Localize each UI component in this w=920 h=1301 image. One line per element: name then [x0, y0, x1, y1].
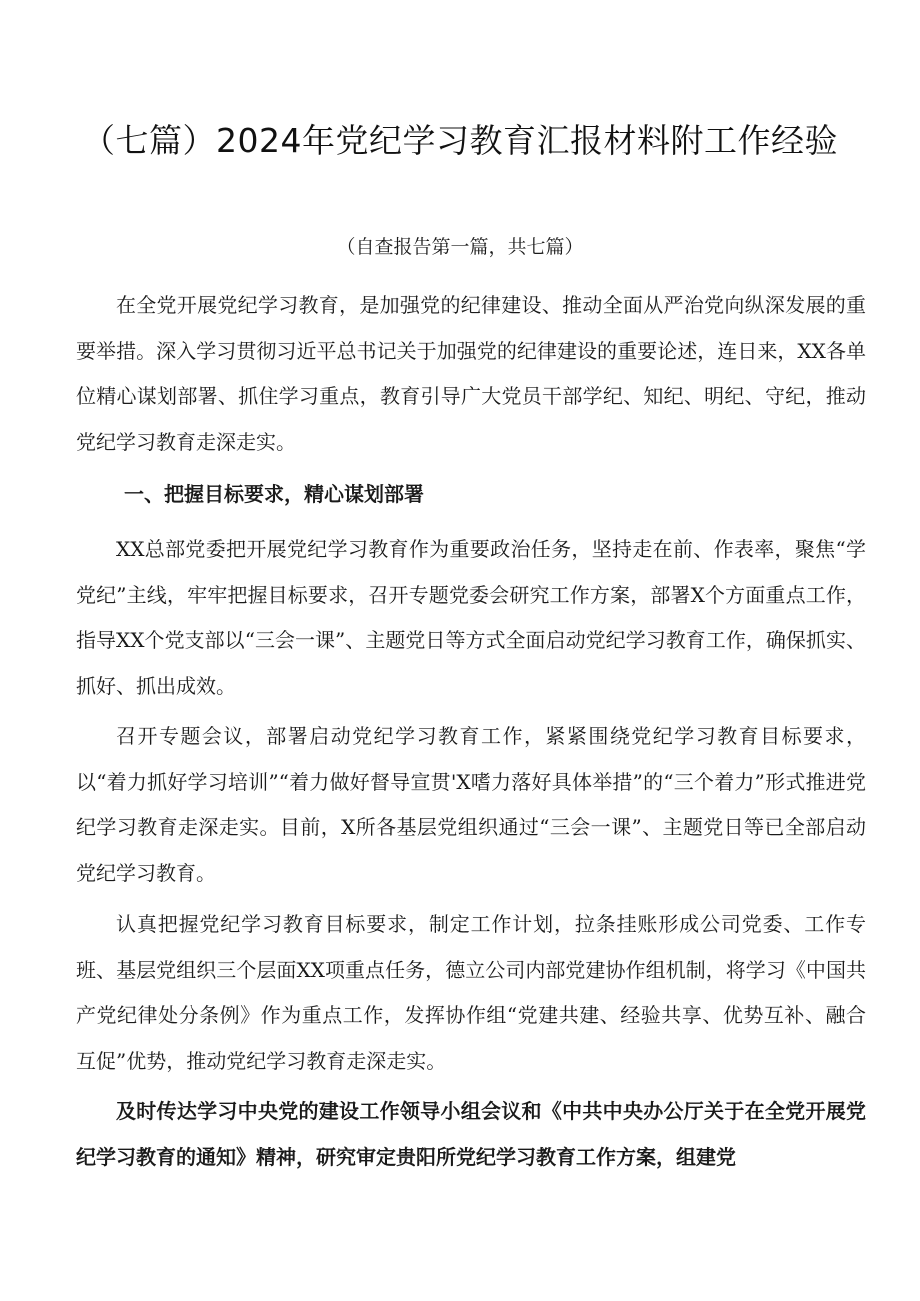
- paragraph-2: XX总部党委把开展党纪学习教育作为重要政治任务，坚持走在前、作表率，聚焦“学党纪”主线，牢牢把握目标要求，召开专题党委会研究工作方案，部署X个方面重点工作，指导XX个党支部以“三会一课”、主题党日等方式全面启动党纪学习教育工作，确保抓实、抓好、抓出成效。: [76, 537, 866, 698]
- section-heading: 一、把握目标要求，精心谋划部署: [124, 482, 424, 506]
- paragraph-5: 及时传达学习中央党的建设工作领导小组会议和《中共中央办公厅关于在全党开展党纪学习教育的通知》精神，研究审定贵阳所党纪学习教育工作方案，组建党: [76, 1099, 866, 1169]
- document-subtitle: （自查报告第一篇，共七篇）: [336, 236, 584, 258]
- document-title: （七篇）2024年党纪学习教育汇报材料附工作经验: [82, 121, 838, 160]
- paragraph-intro: 在全党开展党纪学习教育，是加强党的纪律建设、推动全面从严治党向纵深发展的重要举措。深入学习贯彻习近平总书记关于加强党的纪律建设的重要论述，连日来，XX各单位精心谋划部署、抓住学习重点，教育引导广大党员干部学纪、知纪、明纪、守纪，推动党纪学习教育走深走实。: [76, 293, 866, 454]
- paragraph-4: 认真把握党纪学习教育目标要求，制定工作计划，拉条挂账形成公司党委、工作专班、基层党组织三个层面XX项重点任务，德立公司内部党建协作组机制，将学习《中国共产党纪律处分条例》作为重点工作，发挥协作组“党建共建、经验共享、优势互补、融合互促”优势，推动党纪学习教育走深走实。: [76, 912, 866, 1073]
- paragraph-3: 召开专题会议，部署启动党纪学习教育工作，紧紧围绕党纪学习教育目标要求，以“着力抓好学习培训”“着力做好督导宣贯'X嗜力落好具体举措”的“三个着力”形式推进党纪学习教育走深走实。目前，X所各基层党组织通过“三会一课”、主题党日等已全部启动党纪学习教育。: [76, 724, 866, 885]
